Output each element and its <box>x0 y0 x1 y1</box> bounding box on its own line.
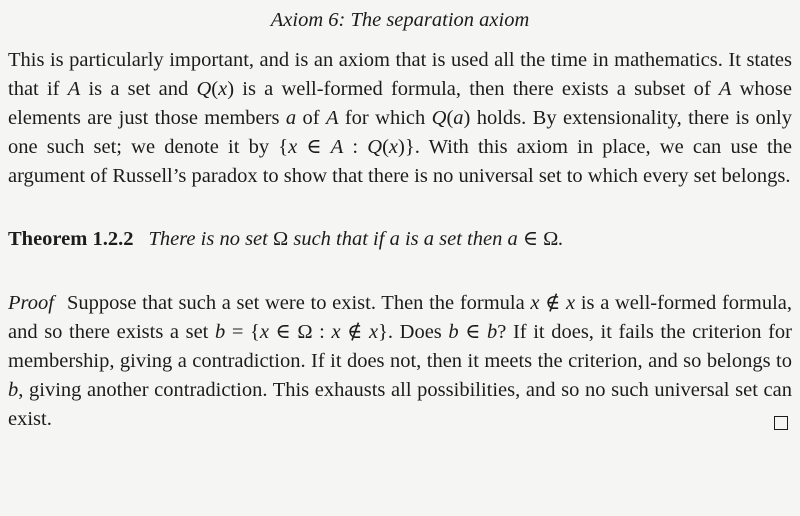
theorem-statement: There is no set Ω such that if a is a set then a ∈ Ω. <box>148 228 564 250</box>
theorem-label: Theorem 1.2.2 <box>8 228 134 250</box>
proof-body: Suppose that such a set were to exist. Then the formula x ∉ x is a well-formed formula, and so there exists a set b = {x ∈ Ω : x ∉ x}. Does b ∈ b? If it does, it fails the criterion for membership, giving a contradiction. If it does not, then it meets the criterion, and so belongs to b, giving another contradiction. This exhausts all possibilities, and so no such universal set can exist. <box>8 292 793 430</box>
qed-tombstone-icon <box>774 416 788 430</box>
proof-label: Proof <box>8 292 54 314</box>
page-title: Axiom 6: The separation axiom <box>270 9 530 31</box>
theorem-block <box>8 225 792 254</box>
intro-paragraph: This is particularly important, and is an axiom that is used all the time in mathematics. It states that if A is a set and Q(x) is a well-formed formula, then there exists a subset of A whose elements are just those members a of A for which Q(a) holds. By extensionality, there is only one such set; we denote it by {x ∈ A : Q(x)}. With this axiom in place, we can use the argument of Russell’s paradox to show that there is no universal set to which every set belongs. <box>8 49 793 187</box>
proof-block <box>8 289 792 434</box>
